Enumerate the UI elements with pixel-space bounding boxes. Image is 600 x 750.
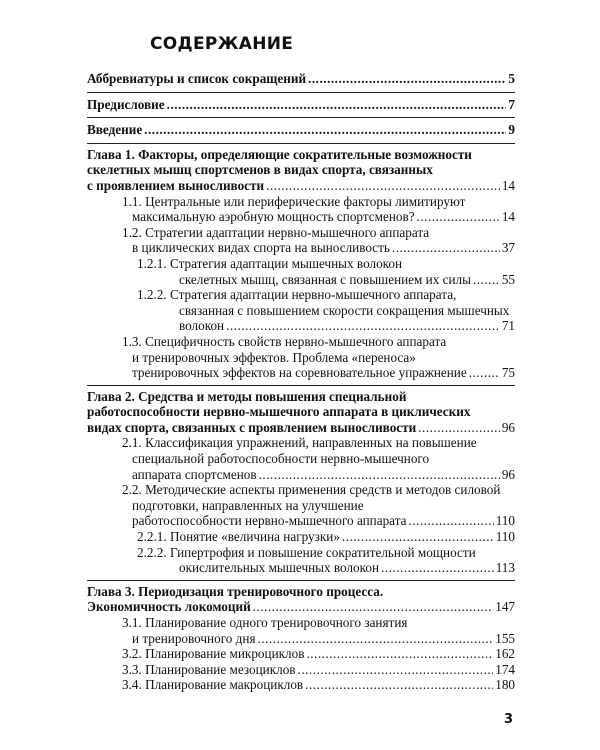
toc-chapter-2 (87, 385, 515, 580)
toc-entry-1-2[interactable]: 1.2. Стратегии адаптации нервно-мышечного аппарата в циклических видах спорта на выносливость ..... 37 (87, 225, 515, 256)
toc-entry-introduction[interactable]: Введение ..... 9 (87, 122, 515, 138)
toc-chapter-3 (87, 580, 515, 697)
page-number: 3 (504, 712, 514, 727)
page-title: СОДЕРЖАНИЕ (150, 34, 294, 54)
toc-section-front (87, 67, 515, 92)
toc-entry-3-2[interactable]: 3.2. Планирование микроциклов ..... 162 (87, 646, 515, 662)
toc-entry-3-1[interactable]: 3.1. Планирование одного тренировочного занятия и тренировочного дня ..... 155 (87, 615, 515, 646)
toc-entry-2-2-2[interactable]: 2.2.2. Гипертрофия и повышение сократительной мощности окислительных мышечных волокон ..... 113 (87, 545, 515, 576)
toc-entry-2-2-1[interactable]: 2.2.1. Понятие «величина нагрузки» ..... 110 (87, 529, 515, 545)
toc-entry-preface[interactable]: Предисловие ..... 7 (87, 97, 515, 113)
toc-entry-1-3[interactable]: 1.3. Специфичность свойств нервно-мышечного аппарата и тренировочных эффектов. Проблема «переноса» тренировочных эффектов на соревновательное упражнение ..... 75 (87, 334, 515, 381)
toc-entry-1-2-1[interactable]: 1.2.1. Стратегия адаптации мышечных волокон скелетных мышц, связанная с повышением их силы ..... 55 (87, 256, 515, 287)
toc-section-preface (87, 92, 515, 118)
toc-entry-chapter-1[interactable]: Глава 1. Факторы, определяющие сократительные возможности скелетных мышц спортсменов в видах спорта, связанных с проявлением выносливости ..... 14 (87, 147, 515, 194)
toc-entry-abbreviations[interactable]: Аббревиатуры и список сокращений ..... 5 (87, 71, 515, 87)
toc-entry-2-2[interactable]: 2.2. Методические аспекты применения средств и методов силовой подготовки, направленных на улучшение работоспособности нервно-мышечного аппарата ..... 110 (87, 482, 515, 529)
toc-chapter-1 (87, 143, 515, 385)
toc-entry-chapter-3[interactable]: Глава 3. Периодизация тренировочного процесса. Экономичность локомоций ..... 147 (87, 584, 515, 615)
toc-entry-1-2-2[interactable]: 1.2.2. Стратегия адаптации нервно-мышечного аппарата, связанная с повышением скорости сокращения мышечных волокон ..... 71 (87, 287, 515, 334)
toc-entry-3-4[interactable]: 3.4. Планирование макроциклов ..... 180 (87, 677, 515, 693)
toc-section-intro (87, 117, 515, 143)
table-of-contents (87, 67, 515, 697)
toc-entry-1-1[interactable]: 1.1. Центральные или периферические факторы лимитируют максимальную аэробную мощность спортсменов? ..... 14 (87, 194, 515, 225)
toc-entry-2-1[interactable]: 2.1. Классификация упражнений, направленных на повышение специальной работоспособности нервно-мышечного аппарата спортсменов ..... 96 (87, 435, 515, 482)
toc-entry-chapter-2[interactable]: Глава 2. Средства и методы повышения специальной работоспособности нервно-мышечного аппарата в циклических видах спорта, связанных с проявлением выносливости ..... 96 (87, 389, 515, 436)
toc-entry-3-3[interactable]: 3.3. Планирование мезоциклов ..... 174 (87, 662, 515, 678)
